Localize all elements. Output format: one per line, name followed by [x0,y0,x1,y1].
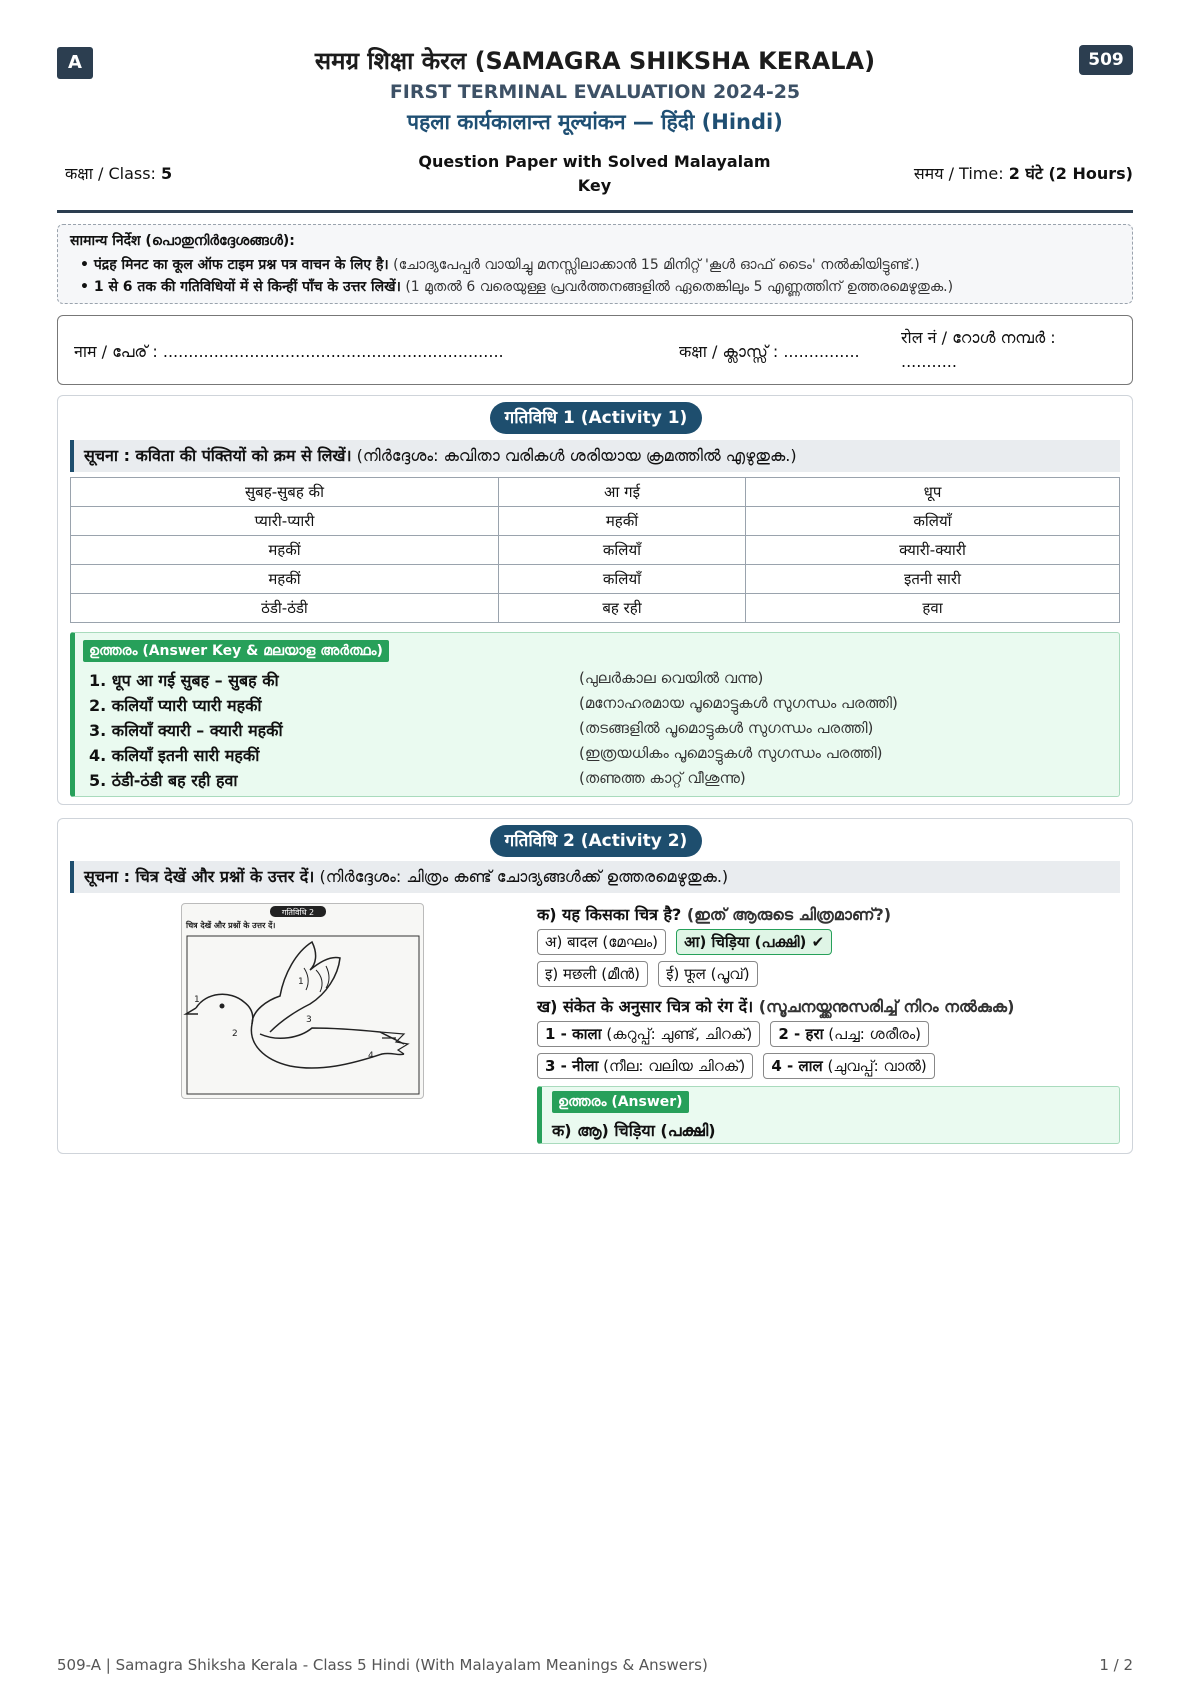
activity-2-answer [537,1086,1120,1144]
answer-hindi: 4. कलियाँ इतनी सारी महकीं [89,746,260,765]
list-item [89,694,1109,719]
table-cell: आ गई [499,478,746,507]
list-item [89,669,1109,694]
mark-label: 4 [368,1051,374,1061]
picture-tab-label: गतिविधि 2 [281,908,315,917]
answer-tag: ഉത്തരം (Answer Key & മലയാള അർത്ഥം) [83,640,389,662]
bird-tail [380,1032,408,1054]
question-malayalam: (ഇത് ആരുടെ ചിത്രമാണ്?) [681,905,892,924]
instruction-malayalam: (നിർദ്ദേശം: ചിത്രം കണ്ട് ചോദ്യങ്ങൾക്ക് ഉത്തരമെഴുതുക.) [314,867,729,886]
activity-1-card [57,395,1133,805]
instruction-hindi: सूचना : चित्र देखें और प्रश्नों के उत्तर दें। [84,867,315,886]
table-cell: कलियाँ [499,536,746,565]
table-cell: सुबह-सुबह की [71,478,499,507]
paper-title: समग्र शिक्षा केरल (SAMAGRA SHIKSHA KERALA) [314,47,876,75]
mark-label: 1 [298,977,304,987]
time-value: 2 घंटे (2 Hours) [1008,164,1133,183]
instruction-hindi: • पंद्रह मिनट का कूल ऑफ टाइम प्रश्न पत्र वाचन के लिए है। [80,257,389,273]
question-2 [537,993,1117,1021]
color-hint-blue [537,1053,753,1079]
paper-subject-title: पहला कार्यकालान्त मूल्यांकन — हिंदी (Hindi) [407,110,783,134]
page-number: 1 / 2 [1099,1656,1133,1674]
class-field[interactable]: कक्षा / ക്ലാസ്സ് : ............... [679,342,860,361]
student-details-box [57,315,1133,385]
table-row [71,507,1120,536]
answer-malayalam: (പുലർകാല വെയിൽ വന്നു) [579,669,764,687]
header-divider [57,210,1133,213]
option-fish[interactable]: इ) मछली (മീൻ) [537,961,648,987]
question-1 [537,901,1117,929]
activity-1-heading: गतिविधि 1 (Activity 1) [490,402,702,434]
instruction-malayalam: (നിർദ്ദേശം: കവിതാ വരികൾ ശരിയായ ക്രമത്തിൽ എഴുതുക.) [351,446,797,465]
mark-label: 3 [306,1015,312,1025]
option-bird-correct[interactable]: आ) चिड़िया (പക്ഷി) ✔ [676,929,832,955]
bird-picture [181,903,424,1099]
instruction-malayalam: (ചോദ്യപേപ്പർ വായിച്ചു മനസ്സിലാക്കാൻ 15 മിനിറ്റ് 'കൂൾ ഓഫ് ടൈം' നൽകിയിട്ടുണ്ട്.) [388,257,920,273]
table-row [71,594,1120,623]
list-item [89,769,1109,794]
mark-label: 1 [194,995,200,1005]
color-key: 4 - लाल [771,1057,823,1075]
paper-code-badge: A [57,47,93,79]
footer-text: 509-A | Samagra Shiksha Kerala - Class 5 Hindi (With Malayalam Meanings & Answers) [57,1656,708,1674]
answer-malayalam: (ഇത്രയധികം പൂമൊട്ടുകൾ സുഗന്ധം പരത്തി) [579,744,883,762]
answer-hindi: 5. ठंडी-ठंडी बह रही हवा [89,771,238,790]
picture-frame [187,936,419,1094]
table-cell: कलियाँ [746,507,1120,536]
table-cell: महकीं [71,565,499,594]
instruction-malayalam: (1 മുതൽ 6 വരെയുള്ള പ്രവർത്തനങ്ങളിൽ ഏതെങ്കിലും 5 എണ്ണത്തിന് ഉത്തരമെഴുതുക.) [400,279,954,295]
activity-1-answer-key [70,632,1120,797]
color-key: 1 - काला [545,1025,602,1043]
answer-malayalam: (തണുത്ത കാറ്റ് വീശുന്നു) [579,769,746,787]
color-key: 3 - नीला [545,1057,599,1075]
picture-caption: चित्र देखें और प्रश्नों के उत्तर दें। [186,921,276,930]
table-cell: बह रही [499,594,746,623]
question-hindi: ख) संकेत के अनुसार चित्र को रंग दें। [537,997,754,1016]
bird-beak [186,1008,198,1014]
instruction-item [70,276,1120,298]
class-info [65,162,172,184]
question-hindi: क) यह किसका चित्र है? [537,905,682,924]
table-cell: महकीं [499,507,746,536]
color-hint-red [763,1053,934,1079]
instruction-item [70,254,1120,276]
table-row [71,536,1120,565]
list-item [89,719,1109,744]
answer-hindi: 1. धूप आ गई सुबह – सुबह की [89,671,279,690]
table-cell: प्यारी-प्यारी [71,507,499,536]
class-value: 5 [161,164,173,183]
instructions-title: सामान्य निर्देश (പൊതുനിർദ്ദേശങ്ങൾ): [70,233,295,249]
color-hints-row [537,1021,1117,1053]
options-row [537,961,1117,993]
table-cell: महकीं [71,536,499,565]
table-cell: क्यारी-क्यारी [746,536,1120,565]
time-info [914,162,1133,184]
answer-malayalam: (തടങ്ങളിൽ പൂമൊട്ടുകൾ സുഗന്ധം പരത്തി) [579,719,874,737]
option-cloud[interactable]: अ) बादल (മേഘം) [537,929,666,955]
color-hints-row [537,1053,1117,1085]
table-row [71,478,1120,507]
table-cell: ठंडी-ठंडी [71,594,499,623]
answer-malayalam: (മനോഹരമായ പൂമൊട്ടുകൾ സുഗന്ധം പരത്തി) [579,694,898,712]
color-meaning: (നീല: വലിയ ചിറക്) [598,1057,746,1075]
activity-2-card [57,818,1133,1154]
name-field[interactable]: नाम / പേര് : ................................................................... [74,342,504,361]
instruction-hindi: • 1 से 6 तक की गतिविधियों में से किन्हीं पाँच के उत्तर लिखें। [80,279,401,295]
exam-page [57,44,1133,1140]
option-flower[interactable]: ई) फूल (പൂവ്) [658,961,758,987]
paper-subtitle: FIRST TERMINAL EVALUATION 2024-25 [389,81,801,103]
mark-label: 2 [232,1029,238,1039]
question-malayalam: (സൂചനയ്ക്കനുസരിച്ച് നിറം നൽകുക) [753,997,1015,1016]
color-meaning: (പച്ച: ശരീരം) [823,1025,921,1043]
bird-lower-wing [260,1028,404,1044]
poem-words-table [70,477,1120,623]
list-item [89,744,1109,769]
color-meaning: (ചുവപ്പ്: വാൽ) [822,1057,927,1075]
wing-feathers [304,966,329,992]
activity-2-questions [537,901,1117,1085]
paper-header [57,44,1133,254]
bird-eye [220,1004,225,1009]
bird-drawing [182,904,425,1100]
table-row [71,565,1120,594]
answer-tag: ഉത്തരം (Answer) [552,1091,689,1113]
answer-hindi: 2. कलियाँ प्यारी प्यारी महकीं [89,696,262,715]
time-label: समय / Time: [913,164,1004,183]
table-cell: हवा [746,594,1120,623]
answer-list [89,669,1109,794]
class-label: कक्षा / Class: [65,164,156,183]
activity-2-instruction [70,861,1120,893]
answer-text: क) ആ) चिड़िया (പക്ഷി) [552,1121,716,1140]
color-hint-black [537,1021,760,1047]
table-cell: इतनी सारी [746,565,1120,594]
activity-2-heading: गतिविधि 2 (Activity 2) [490,825,702,857]
table-cell: धूप [746,478,1120,507]
activity-1-instruction [70,440,1120,472]
paper-type: Question Paper with Solved Malayalam Key [418,152,771,195]
roll-number-field[interactable]: रोल नं / റോൾ നമ്പർ : ........... [901,328,1056,371]
paper-number-badge: 509 [1079,45,1133,75]
instruction-hindi: सूचना : कविता की पंक्तियों को क्रम से लिखें। [84,446,352,465]
color-meaning: (കറുപ്പ്: ചുണ്ട്, ചിറക്) [601,1025,753,1043]
general-instructions [57,224,1133,304]
color-hint-green [770,1021,929,1047]
table-cell: कलियाँ [499,565,746,594]
answer-hindi: 3. कलियाँ क्यारी – क्यारी महकीं [89,721,283,740]
color-key: 2 - हरा [778,1025,824,1043]
options-row [537,929,1117,961]
